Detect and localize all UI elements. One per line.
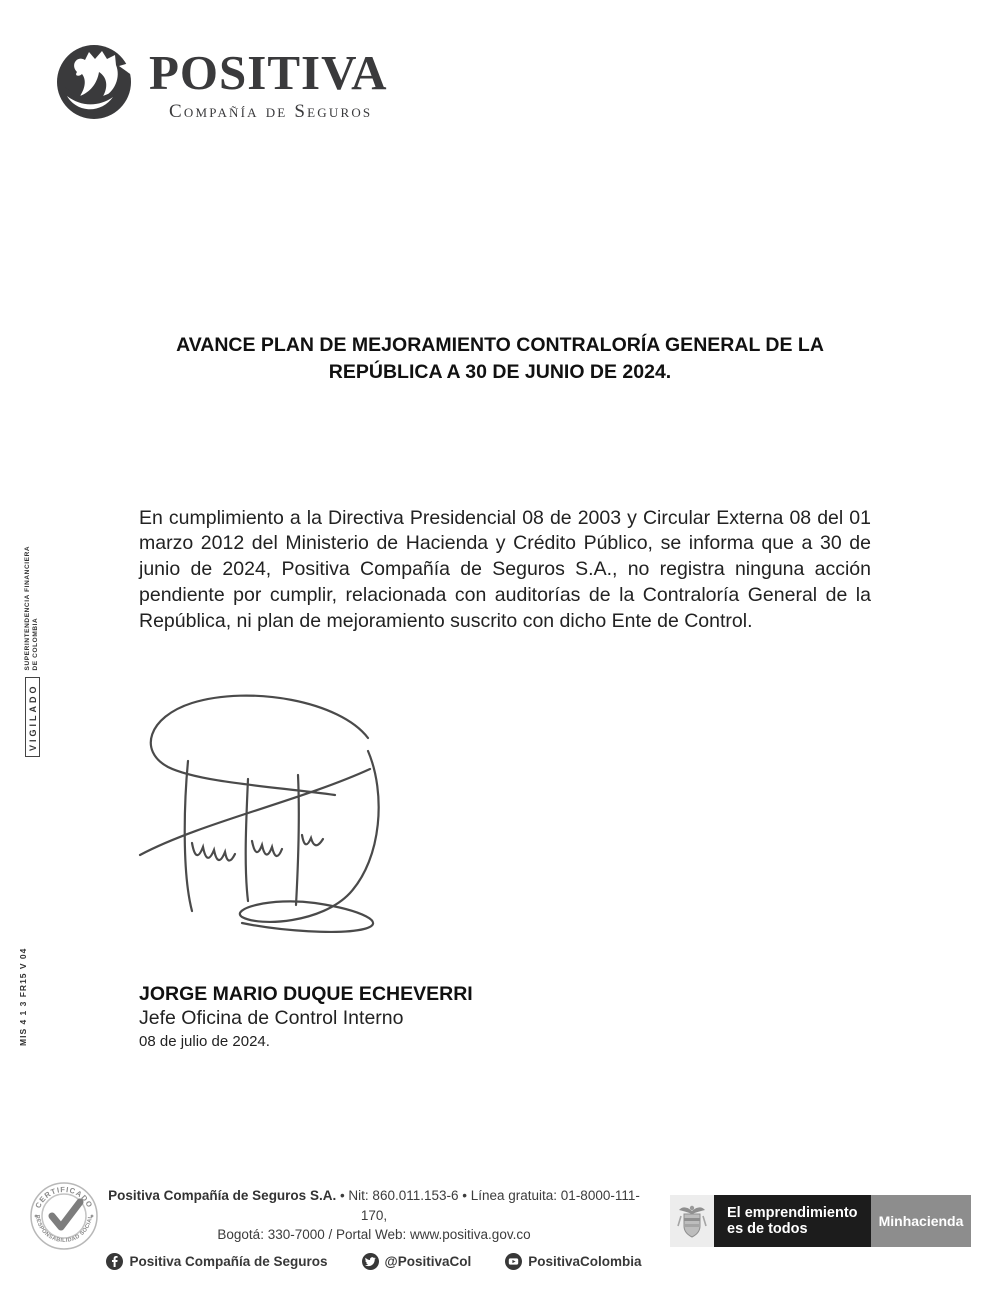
document-title-line2: REPÚBLICA A 30 DE JUNIO DE 2024.	[328, 361, 672, 383]
footer-line2: Bogotá: 330-7000 / Portal Web: www.positiva.gov.co	[217, 1227, 531, 1242]
facebook-link: Positiva Compañía de Seguros	[106, 1252, 327, 1272]
twitter-link: @PositivaCol	[362, 1252, 472, 1272]
twitter-icon	[362, 1253, 379, 1270]
document-title-line1: AVANCE PLAN DE MEJORAMIENTO CONTRALORÍA GENERAL DE LA	[176, 334, 824, 356]
signer-name: JORGE MARIO DUQUE ECHEVERRI	[139, 983, 473, 1005]
signer-block	[139, 982, 473, 1052]
footer-line1: Positiva Compañía de Seguros S.A. • Nit: 860.011.153-6 • Línea gratuita: 01-8000-111-170,	[108, 1188, 640, 1223]
checkmark-icon	[52, 1202, 80, 1227]
youtube-icon	[505, 1253, 522, 1270]
vigilado-box: VIGILADO	[25, 677, 40, 757]
minhacienda-badge: Minhacienda	[871, 1195, 971, 1247]
company-logo	[55, 40, 388, 124]
signer-title: Jefe Oficina de Control Interno	[139, 1007, 404, 1029]
form-code-label: MIS 4 1 3 FR15 V 04	[18, 947, 28, 1046]
government-badges	[670, 1195, 971, 1247]
document-date: 08 de julio de 2024.	[139, 1033, 270, 1050]
brand-tagline: Compañía de Seguros	[169, 101, 373, 122]
certification-seal	[28, 1180, 100, 1252]
document-title	[150, 332, 850, 386]
footer-contact	[100, 1186, 648, 1271]
colombia-coat-of-arms-badge	[670, 1195, 714, 1247]
social-links-row	[100, 1252, 648, 1272]
youtube-link: PositivaColombia	[505, 1252, 641, 1272]
svg-text:CERTIFICADO: CERTIFICADO	[33, 1184, 95, 1210]
brand-name: POSITIVA	[149, 45, 388, 100]
footer-company-name: Positiva Compañía de Seguros S.A.	[108, 1188, 337, 1203]
superintendencia-label: SUPERINTENDENCIA FINANCIERA DE COLOMBIA	[24, 545, 39, 671]
document-body-paragraph: En cumplimiento a la Directiva Presidencial 08 de 2003 y Circular Externa 08 del 01 marzo 2012 del Ministerio de Hacienda y Crédito Público, se informa que a 30 de junio de 2024, Positiva Compañía de Seguros S.A., no registra ninguna acción pendiente por cumplir, relacionada con auditorías de la Contraloría General de la República, ni plan de mejoramiento suscrito con dicho Ente de Control.	[139, 506, 871, 632]
handwritten-signature	[130, 683, 398, 938]
coat-of-arms-icon	[677, 1202, 707, 1240]
positiva-logo-icon	[55, 40, 135, 124]
vigilado-sidebar-label	[24, 546, 40, 757]
facebook-icon	[106, 1253, 123, 1270]
svg-text:RESPONSABILIDAD SOCIAL: RESPONSABILIDAD SOCIAL	[33, 1214, 95, 1245]
gov-slogan-badge: El emprendimiento es de todos	[714, 1195, 871, 1247]
